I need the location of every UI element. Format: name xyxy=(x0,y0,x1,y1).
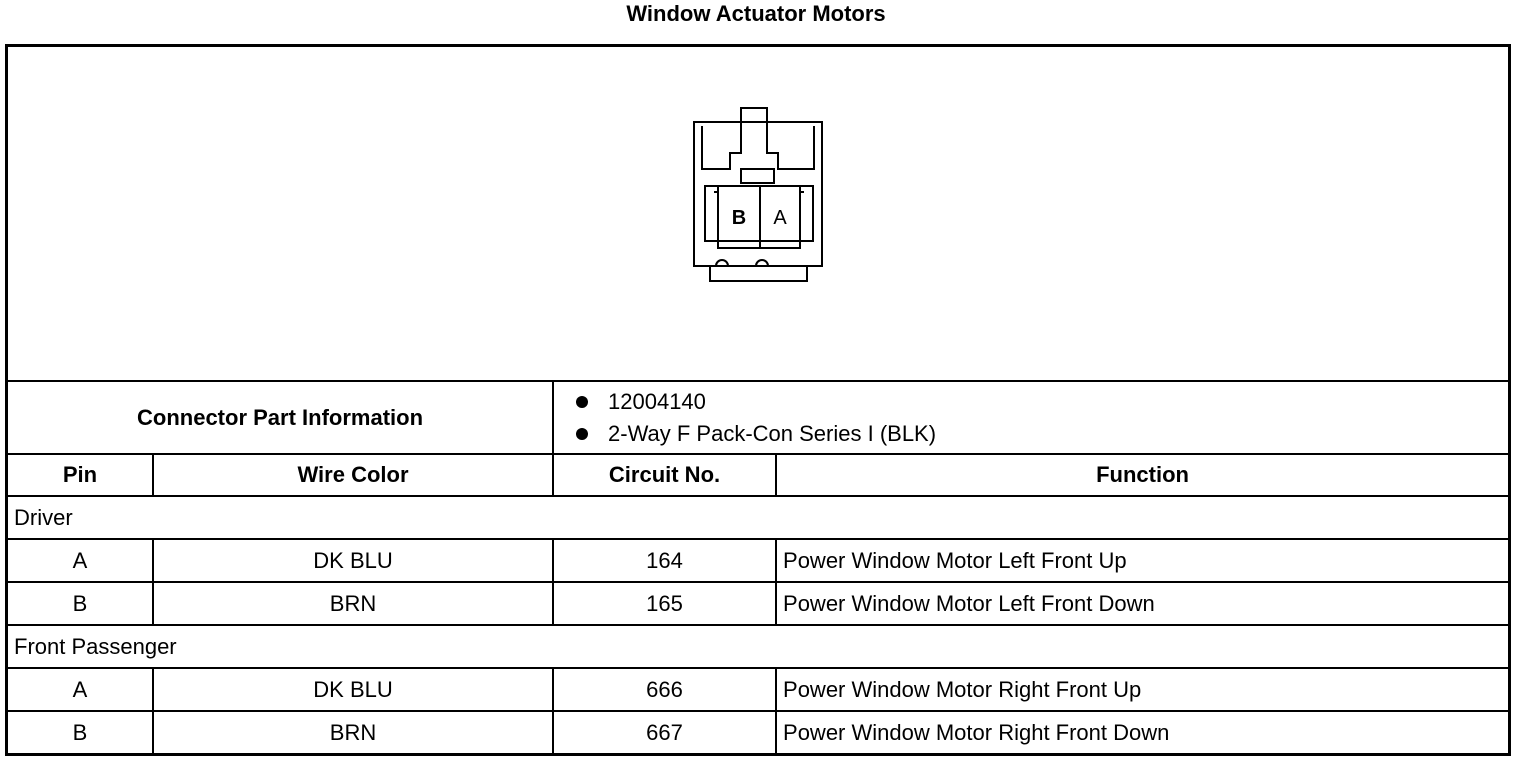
part-info-item xyxy=(576,418,1508,450)
connector-part-info-list xyxy=(553,382,1508,454)
cavity-label-a: A xyxy=(773,207,787,229)
cavity-label-b: B xyxy=(731,207,747,229)
pinout-table xyxy=(8,382,1508,753)
function-cell: Power Window Motor Right Front Down xyxy=(776,711,1508,753)
part-number: 12004140 xyxy=(608,388,706,414)
connector-diagram-area xyxy=(8,47,1508,382)
connector-frame xyxy=(5,44,1511,756)
circuit-cell: 667 xyxy=(553,711,776,753)
pin-cell: A xyxy=(8,668,153,711)
table-row xyxy=(8,539,1508,582)
bullet-icon xyxy=(576,428,588,440)
part-info-item xyxy=(576,386,1508,418)
connector-bottom-tab xyxy=(710,266,807,281)
table-row xyxy=(8,711,1508,753)
circuit-cell: 666 xyxy=(553,668,776,711)
connector-housing xyxy=(694,122,822,266)
header-function: Function xyxy=(776,454,1508,496)
function-cell: Power Window Motor Right Front Up xyxy=(776,668,1508,711)
circuit-cell: 165 xyxy=(553,582,776,625)
wire-color-cell: DK BLU xyxy=(153,668,553,711)
pin-cell: B xyxy=(8,582,153,625)
group-label: Driver xyxy=(8,496,1508,539)
table-row xyxy=(8,668,1508,711)
wire-color-cell: BRN xyxy=(153,711,553,753)
connector-latch xyxy=(741,169,774,183)
header-circuit: Circuit No. xyxy=(553,454,776,496)
pin-cell: B xyxy=(8,711,153,753)
group-label: Front Passenger xyxy=(8,625,1508,668)
connector-face-diagram xyxy=(8,47,1508,380)
function-cell: Power Window Motor Left Front Down xyxy=(776,582,1508,625)
pin-cell: A xyxy=(8,539,153,582)
wire-color-cell: DK BLU xyxy=(153,539,553,582)
page-title: Window Actuator Motors xyxy=(626,1,886,26)
part-description: 2-Way F Pack-Con Series I (BLK) xyxy=(608,420,937,446)
table-header-row xyxy=(8,454,1508,496)
table-row xyxy=(8,582,1508,625)
group-row-driver xyxy=(8,496,1508,539)
circuit-cell: 164 xyxy=(553,539,776,582)
connector-part-info-label: Connector Part Information xyxy=(8,382,553,454)
function-cell: Power Window Motor Left Front Up xyxy=(776,539,1508,582)
header-wire-color: Wire Color xyxy=(153,454,553,496)
header-pin: Pin xyxy=(8,454,153,496)
group-row-front-passenger xyxy=(8,625,1508,668)
bullet-icon xyxy=(576,396,588,408)
connector-info-row xyxy=(8,382,1508,454)
wire-color-cell: BRN xyxy=(153,582,553,625)
